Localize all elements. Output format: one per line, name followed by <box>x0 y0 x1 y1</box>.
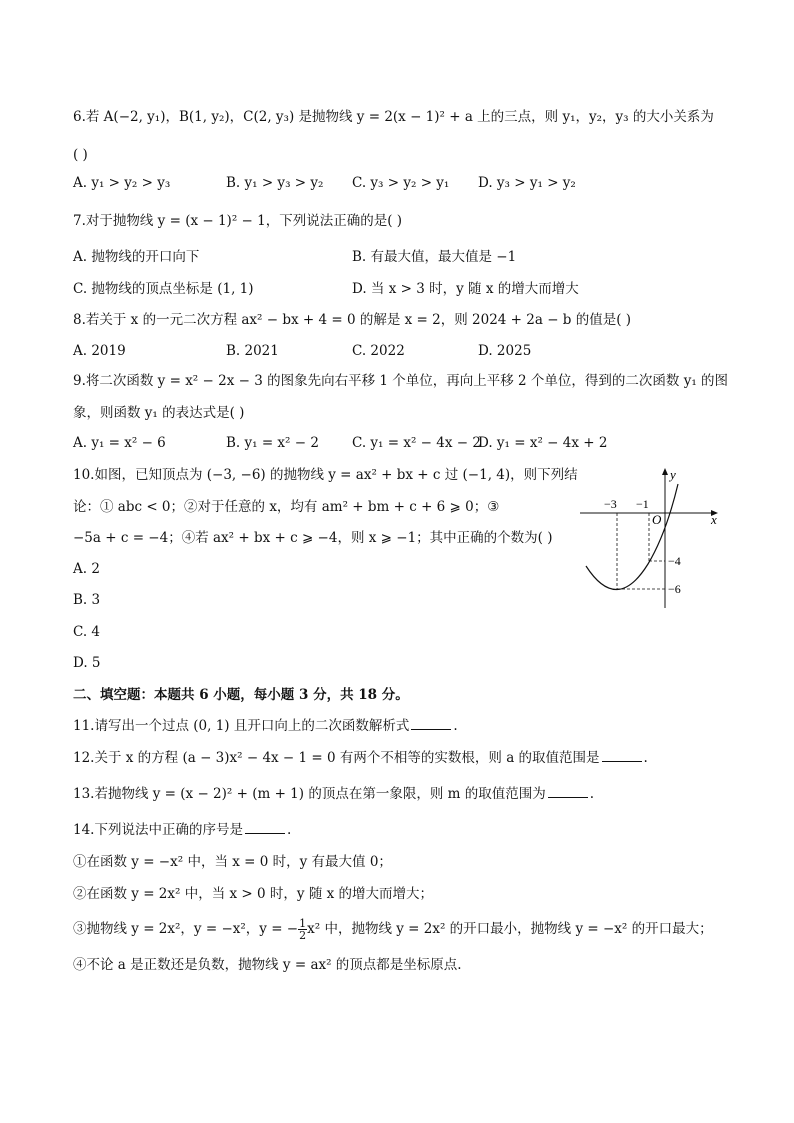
q9-option-a[interactable]: A. y₁ = x² − 6 <box>73 435 166 451</box>
q14-item-3 <box>73 918 713 941</box>
q14-answer-blank[interactable] <box>245 821 285 834</box>
q12-answer-blank[interactable] <box>602 749 642 762</box>
q10-stem-line1: 10.如图，已知顶点为 (−3, −6) 的抛物线 y = ax² + bx + c 过 (−1, 4)，则下列结 <box>73 467 578 483</box>
q14-item-3-part1: ③抛物线 y = 2x²，y = −x²，y = − <box>73 921 299 937</box>
q14-item-1: ①在函数 y = −x² 中，当 x = 0 时，y 有最大值 0； <box>73 854 392 870</box>
q6-option-d[interactable]: D. y₃ > y₁ > y₂ <box>478 175 576 191</box>
parabola-curve <box>586 484 678 590</box>
q10-stem-line2: 论：① abc < 0；②对于任意的 x，均有 am² + bm + c + 6 ⩾ 0；③ <box>73 499 500 515</box>
q6-answer-paren: ( ) <box>73 147 88 163</box>
q12 <box>73 748 648 768</box>
q13-answer-blank[interactable] <box>548 785 588 798</box>
q7-option-b[interactable]: B. 有最大值，最大值是 −1 <box>352 249 517 265</box>
q14-item-2: ②在函数 y = 2x² 中，当 x > 0 时，y 随 x 的增大而增大； <box>73 886 434 902</box>
tick-neg4: −4 <box>668 554 681 568</box>
q8-option-a[interactable]: A. 2019 <box>73 343 126 359</box>
tick-neg6: −6 <box>668 582 681 596</box>
q11-end: . <box>453 718 458 734</box>
q8-option-c[interactable]: C. 2022 <box>352 343 405 359</box>
q10-option-c[interactable]: C. 4 <box>73 624 101 640</box>
q9-option-b[interactable]: B. y₁ = x² − 2 <box>226 435 319 451</box>
fraction-one-half <box>298 918 307 941</box>
tick-neg3: −3 <box>604 497 617 511</box>
q10-parabola-graph <box>578 464 728 610</box>
q14-item-4: ④不论 a 是正数还是负数，抛物线 y = ax² 的顶点都是坐标原点. <box>73 957 462 973</box>
q6-option-b[interactable]: B. y₁ > y₃ > y₂ <box>226 175 324 191</box>
tick-neg1: −1 <box>636 497 649 511</box>
q9-option-d[interactable]: D. y₁ = x² − 4x + 2 <box>478 435 608 451</box>
q7-stem: 7.对于抛物线 y = (x − 1)² − 1，下列说法正确的是( ) <box>73 213 403 229</box>
q14-item-3-part2: x² 中，抛物线 y = 2x² 的开口最小，抛物线 y = −x² 的开口最大； <box>307 921 713 937</box>
q7-option-c[interactable]: C. 抛物线的顶点坐标是 (1, 1) <box>73 281 254 297</box>
q7-option-d[interactable]: D. 当 x > 3 时，y 随 x 的增大而增大 <box>352 281 579 297</box>
q10-option-b[interactable]: B. 3 <box>73 592 101 608</box>
q10-stem-line3: −5a + c = −4；④若 ax² + bx + c ⩾ −4，则 x ⩾ −1；其中正确的个数为( ) <box>73 530 553 546</box>
fraction-denominator: 2 <box>299 929 307 942</box>
q14 <box>73 820 291 840</box>
q13-end: . <box>589 786 595 802</box>
q11-stem: 11.请写出一个过点 (0, 1) 且开口向上的二次函数解析式 <box>73 718 410 734</box>
q13 <box>73 784 594 804</box>
fraction-numerator: 1 <box>299 917 307 930</box>
q6-stem: 6.若 A(−2, y₁)，B(1, y₂)，C(2, y₃) 是抛物线 y = 2(x − 1)² + a 上的三点，则 y₁，y₂，y₃ 的大小关系为 <box>73 109 714 125</box>
q11-answer-blank[interactable] <box>411 717 451 730</box>
q9-option-c[interactable]: C. y₁ = x² − 4x − 2 <box>352 435 481 451</box>
q8-option-b[interactable]: B. 2021 <box>226 343 279 359</box>
q9-stem-line1: 9.将二次函数 y = x² − 2x − 3 的图象先向右平移 1 个单位，再向上平移 2 个单位，得到的二次函数 y₁ 的图 <box>73 373 729 389</box>
section-2-title: 二、填空题：本题共 6 小题，每小题 3 分，共 18 分。 <box>73 687 409 703</box>
q6-option-c[interactable]: C. y₃ > y₂ > y₁ <box>352 175 450 191</box>
q10-option-d[interactable]: D. 5 <box>73 655 101 671</box>
q14-end: . <box>286 822 292 838</box>
q9-stem-line2: 象，则函数 y₁ 的表达式是( ) <box>73 405 245 421</box>
q6-option-a[interactable]: A. y₁ > y₂ > y₃ <box>73 175 171 191</box>
x-axis-label: x <box>711 512 717 527</box>
q8-stem: 8.若关于 x 的一元二次方程 ax² − bx + 4 = 0 的解是 x = 2，则 2024 + 2a − b 的值是( ) <box>73 312 632 328</box>
q13-stem: 13.若抛物线 y = (x − 2)² + (m + 1) 的顶点在第一象限，则 m 的取值范围为 <box>73 786 546 802</box>
y-axis-label: y <box>670 467 676 482</box>
q11 <box>73 716 458 736</box>
q10-option-a[interactable]: A. 2 <box>73 561 100 577</box>
q7-option-a[interactable]: A. 抛物线的开口向下 <box>73 249 200 265</box>
q12-stem: 12.关于 x 的方程 (a − 3)x² − 4x − 1 = 0 有两个不相等的实数根，则 a 的取值范围是 <box>73 750 600 766</box>
q8-option-d[interactable]: D. 2025 <box>478 343 532 359</box>
y-axis-arrow <box>662 468 668 475</box>
q14-stem: 14.下列说法中正确的序号是 <box>73 822 243 838</box>
q12-end: . <box>643 750 648 766</box>
origin-label: O <box>652 512 662 527</box>
